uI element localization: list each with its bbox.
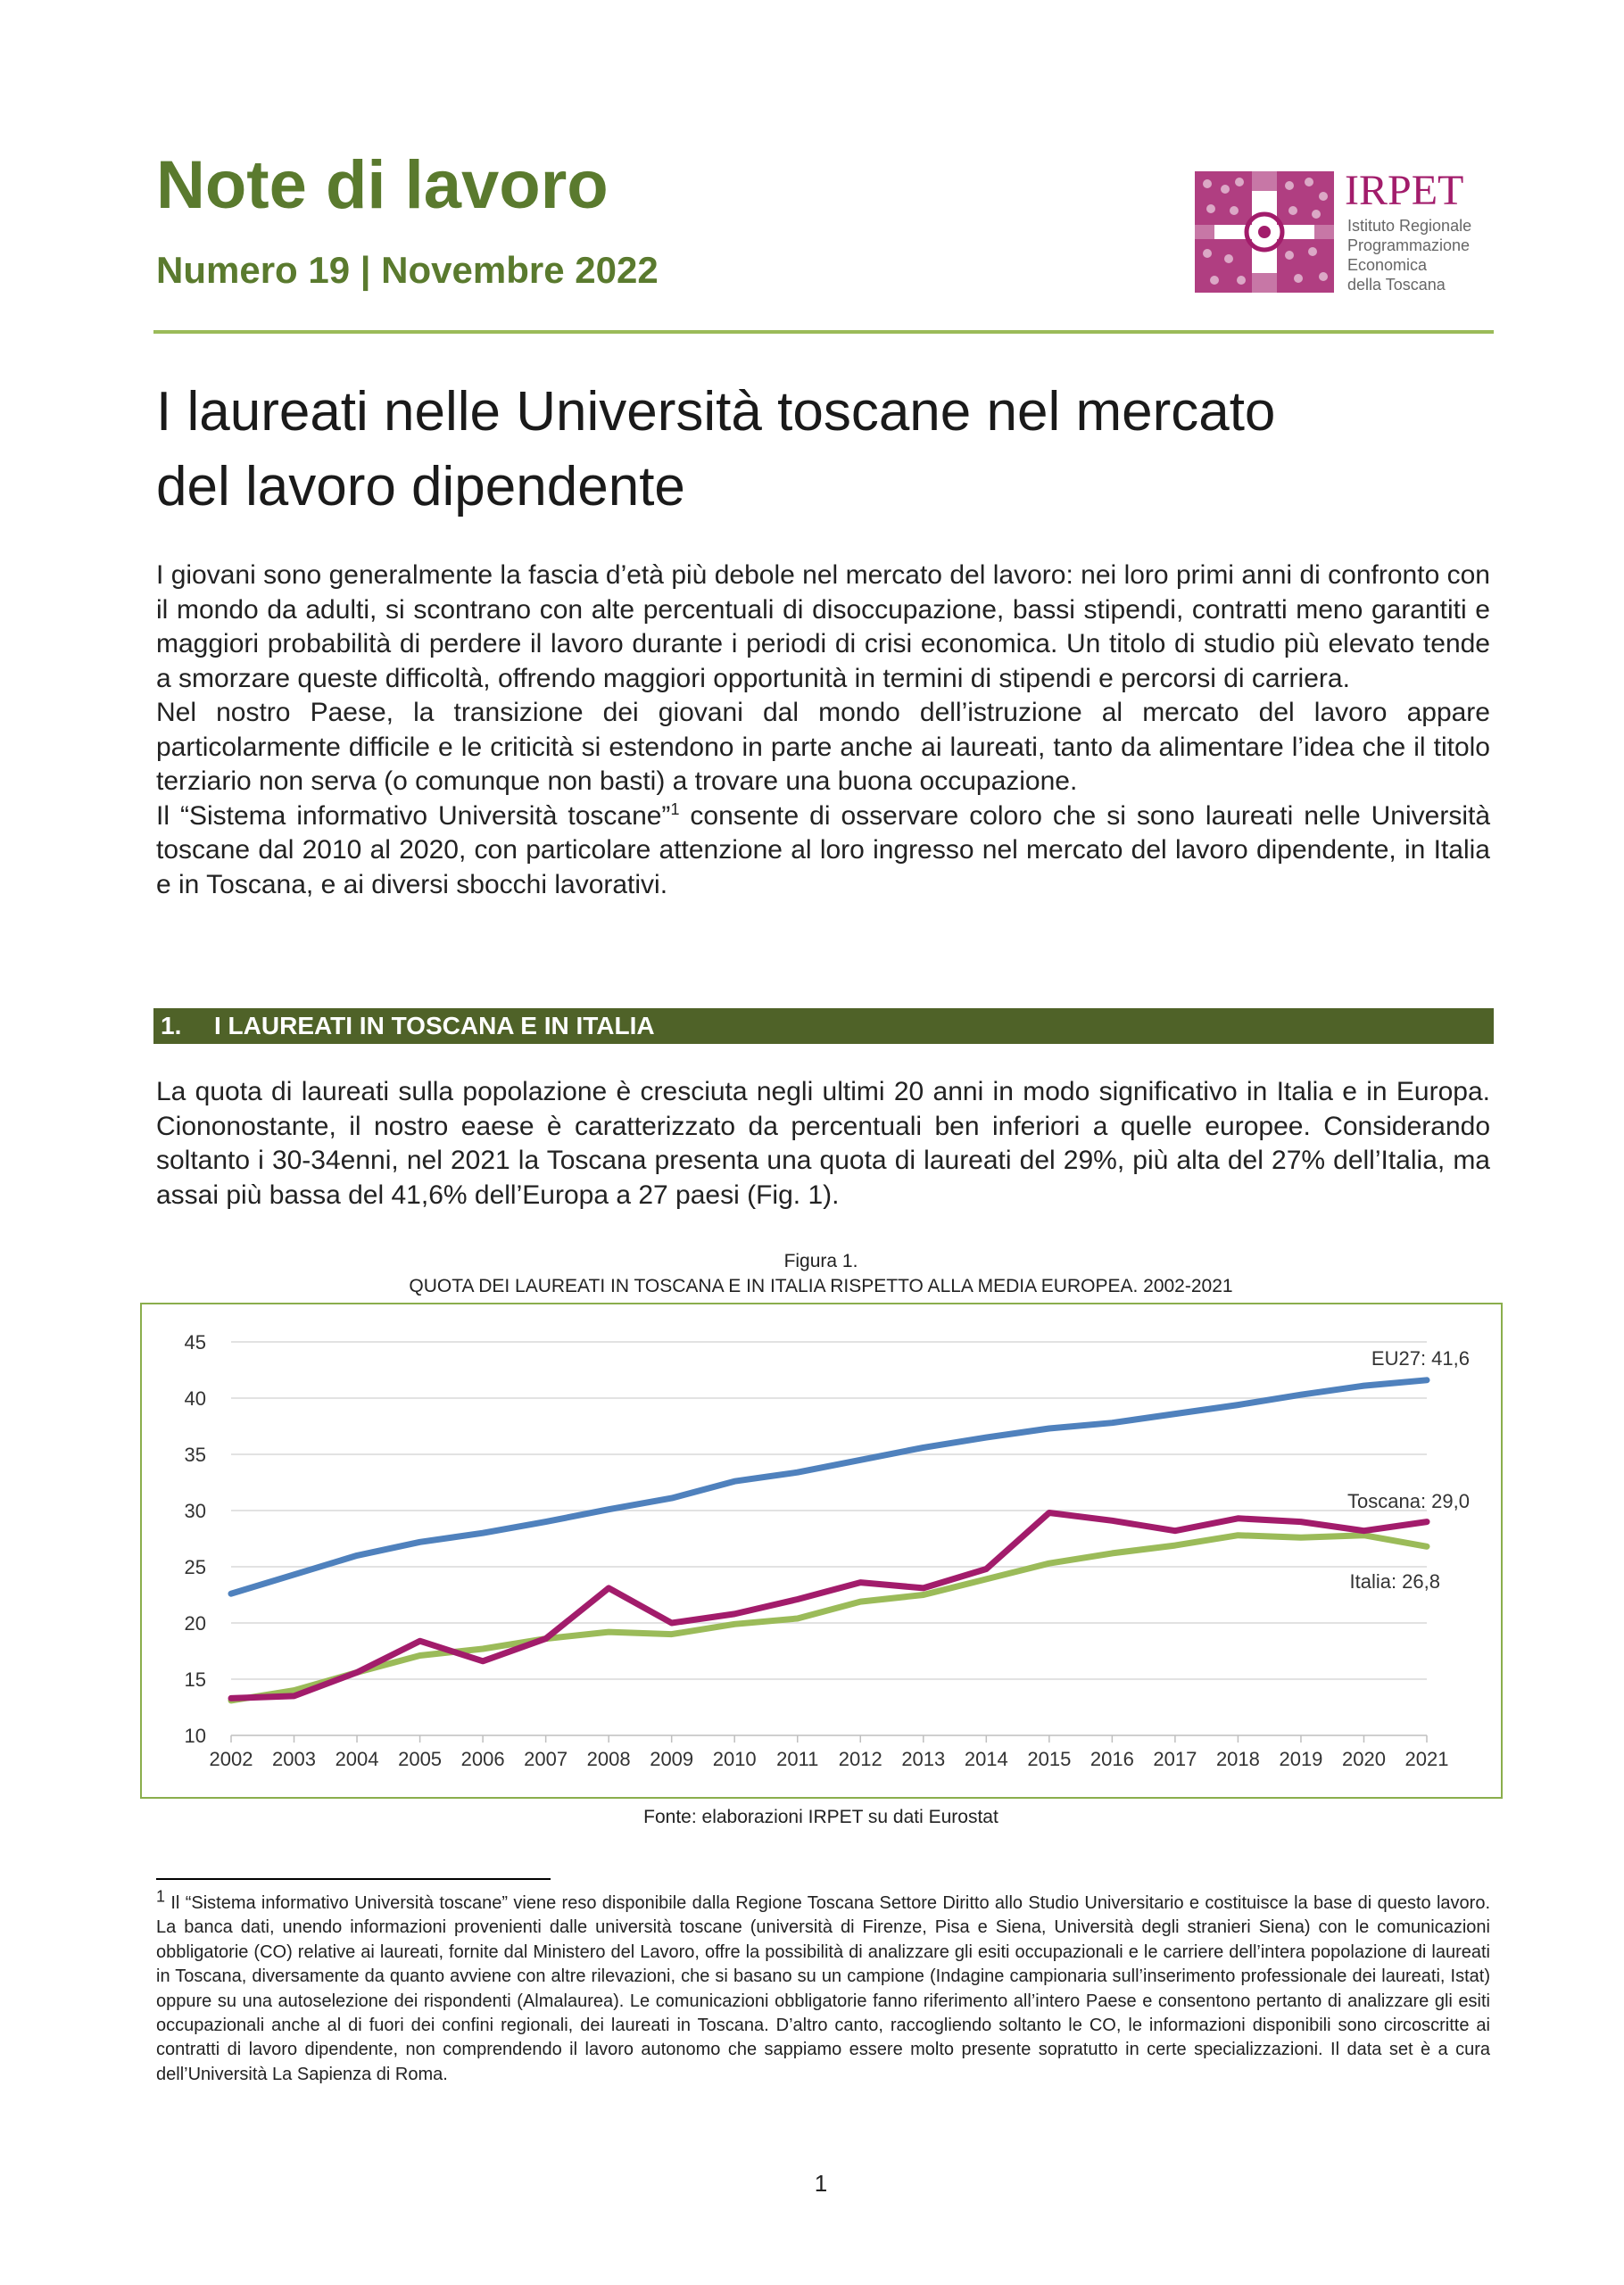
x-tick-label: 2002	[209, 1748, 253, 1770]
footnote	[156, 1887, 1490, 2087]
intro-paragraph: I giovani sono generalmente la fascia d’età più debole nel mercato del lavoro: nei loro primi anni di confronto con il mondo da adulti, si scontrano con alte percentuali di disoccupazione, bassi stipendi, contratti meno garantiti e maggiori probabilità di perdere il lavoro durante i periodi di crisi economica. Un titolo di studio più elevato tende a smorzare queste difficoltà, offrendo maggiori opportunità in termini di stipendi e percorsi di carriera.	[156, 560, 1490, 693]
x-tick-label: 2017	[1153, 1748, 1197, 1770]
x-tick-label: 2003	[272, 1748, 317, 1770]
x-tick-label: 2010	[712, 1748, 757, 1770]
section-heading	[153, 1008, 1494, 1044]
x-tick-label: 2006	[460, 1748, 505, 1770]
intro-paragraph	[156, 799, 1490, 903]
document-title-line: del lavoro dipendente	[156, 456, 685, 517]
y-tick-label: 10	[184, 1725, 206, 1747]
page-number: 1	[814, 2170, 828, 2197]
x-tick-label: 2008	[586, 1748, 631, 1770]
series-end-label: EU27: 41,6	[1371, 1347, 1470, 1370]
intro-text	[156, 559, 1490, 902]
x-tick-label: 2005	[398, 1748, 443, 1770]
intro-paragraph-text: consente di osservare coloro che si sono laureati nelle Università toscane dal 2010 al 2020, con particolare attenzione al loro ingresso nel mercato del lavoro dipendente, in Italia e in Toscana, e ai diversi sbocchi lavorativi.	[156, 800, 1491, 899]
x-tick-label: 2013	[901, 1748, 946, 1770]
x-tick-label: 2016	[1090, 1748, 1134, 1770]
y-tick-label: 15	[184, 1668, 206, 1691]
series-line-eu27	[231, 1380, 1427, 1594]
footnote-divider	[156, 1878, 551, 1880]
x-tick-label: 2004	[335, 1748, 379, 1770]
x-tick-label: 2014	[964, 1748, 1008, 1770]
section-number: 1.	[161, 1012, 182, 1039]
publication-title: Note di lavoro	[156, 147, 609, 223]
document-title-line: I laureati nelle Università toscane nel mercato	[156, 381, 1276, 443]
y-tick-label: 25	[184, 1556, 206, 1578]
x-tick-label: 2009	[650, 1748, 694, 1770]
header-divider	[153, 330, 1494, 334]
series-line-toscana	[231, 1513, 1427, 1699]
logo-subtitle-line: Programmazione	[1347, 236, 1471, 254]
x-tick-label: 2011	[776, 1748, 819, 1770]
logo-subtitle-line: Istituto Regionale	[1347, 217, 1472, 235]
y-tick-label: 20	[184, 1612, 206, 1635]
y-tick-label: 35	[184, 1444, 206, 1466]
x-tick-label: 2019	[1279, 1748, 1323, 1770]
footnote-text: Il “Sistema informativo Università toscane” viene reso disponibile dalla Regione Toscana Settore Diritto allo Studio Universitario e costituisce la base di questo lavoro. La banca dati, unendo informazioni provenienti dalle università toscane (università di Firenze, Pisa e Siena, Università degli stranieri Siena) con le comunicazioni obbligatorie (CO) relative ai laureati, fornite dal Ministero del Lavoro, offre la possibilità di analizzare gli esiti occupazionali e le carriere dell’intera popolazione di laureati in Toscana, diversamente da quanto avviene con altre rilevazioni, che si basano su un campione (Indagine campionaria sull’inserimento professionale dei laureati, Istat) oppure su una autoselezione dei rispondenti (Almalaurea). Le comunicazioni obbligatorie fanno riferimento all’intero Paese e consentono pertanto di analizzare gli esiti occupazionali anche al di fuori dei confini regionali, dei laureati in Toscana. D’altro canto, raccogliendo soltanto le CO, le informazioni disponibili sono circoscritte ai contratti di lavoro dipendente, non comprendendo il lavoro autonomo che sappiamo essere molto presente sopratutto in certe specializzazioni. Il data set è a cura dell’Università La Sapienza di Roma.	[156, 1893, 1490, 2084]
section-title: I LAUREATI IN TOSCANA E IN ITALIA	[214, 1012, 655, 1039]
logo-name: IRPET	[1345, 167, 1464, 214]
figure-title: QUOTA DEI LAUREATI IN TOSCANA E IN ITALIA RISPETTO ALLA MEDIA EUROPEA. 2002-2021	[409, 1276, 1233, 1296]
x-tick-label: 2021	[1404, 1748, 1449, 1770]
irpet-logo	[1193, 167, 1487, 294]
footnote-mark: 1	[156, 1887, 166, 1906]
logo-mark-icon	[1193, 170, 1336, 294]
document-title	[156, 375, 1512, 525]
x-tick-label: 2007	[524, 1748, 568, 1770]
x-tick-label: 2015	[1027, 1748, 1072, 1770]
y-tick-label: 45	[184, 1331, 206, 1354]
figure-source: Fonte: elaborazioni IRPET su dati Eurostat	[643, 1807, 998, 1827]
footnote-reference[interactable]: 1	[670, 799, 680, 818]
series-end-label: Toscana: 29,0	[1347, 1490, 1470, 1512]
x-tick-label: 2020	[1341, 1748, 1386, 1770]
series-line-italia	[231, 1536, 1427, 1701]
chart-canvas	[142, 1304, 1501, 1797]
y-tick-label: 30	[184, 1500, 206, 1522]
line-chart	[140, 1303, 1503, 1799]
series-end-label: Italia: 26,8	[1349, 1570, 1440, 1593]
intro-paragraph: Nel nostro Paese, la transizione dei giovani dal mondo dell’istruzione al mercato del lavoro appare particolarmente difficile e le criticità si estendono in parte anche ai laureati, tanto da alimentare l’idea che il titolo terziario non serva (o comunque non basti) a trovare una buona occupazione.	[156, 698, 1490, 796]
logo-subtitle-line: Economica	[1347, 256, 1428, 274]
figure-label: Figura 1.	[783, 1251, 858, 1271]
intro-paragraph-text: Il “Sistema informativo Università toscane”	[156, 800, 671, 831]
issue-line: Numero 19 | Novembre 2022	[156, 249, 659, 291]
x-tick-label: 2012	[838, 1748, 882, 1770]
y-tick-label: 40	[184, 1387, 206, 1410]
logo-subtitle-line: della Toscana	[1347, 276, 1446, 294]
x-tick-label: 2018	[1215, 1748, 1260, 1770]
section-paragraph: La quota di laureati sulla popolazione è cresciuta negli ultimi 20 anni in modo significativo in Italia e in Europa. Ciononostante, il nostro eaese è caratterizzato da percentuali ben inferiori a quelle europee. Considerando soltanto i 30-34enni, nel 2021 la Toscana presenta una quota di laureati del 29%, più alta del 27% dell’Italia, ma assai più bassa del 41,6% dell’Europa a 27 paesi (Fig. 1).	[156, 1077, 1490, 1210]
